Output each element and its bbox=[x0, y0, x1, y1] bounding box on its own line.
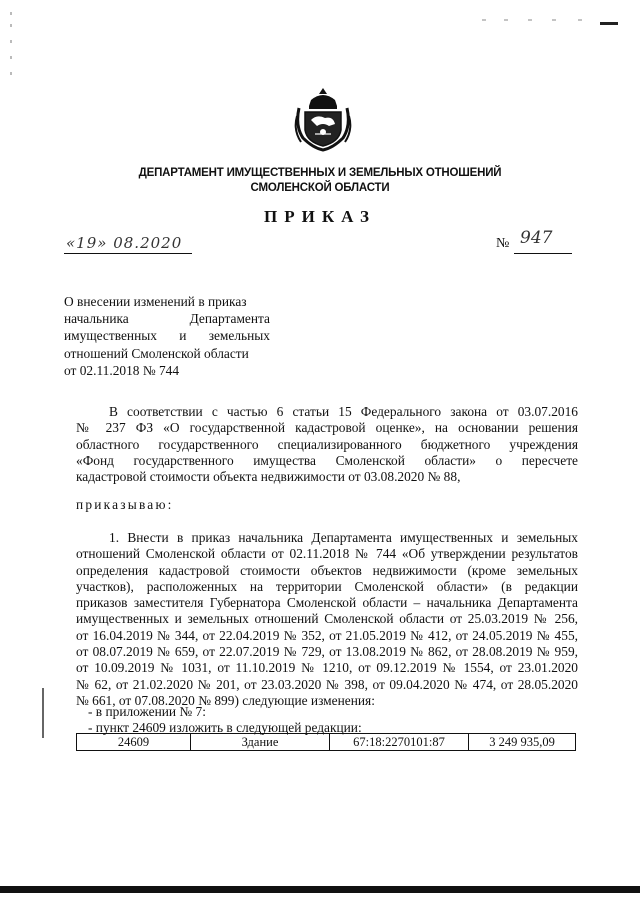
department-name-line1: ДЕПАРТАМЕНТ ИМУЩЕСТВЕННЫХ И ЗЕМЕЛЬНЫХ ОТНОШЕНИЙ bbox=[138, 167, 502, 179]
scan-marks bbox=[482, 14, 622, 28]
preamble-line: кадастровой стоимости объекта недвижимости от 03.08.2020 № 88, bbox=[76, 469, 461, 485]
subject-line: имущественных и земельных bbox=[64, 328, 270, 344]
table-row bbox=[77, 734, 576, 751]
smolensk-coat-of-arms-icon bbox=[293, 86, 353, 152]
table-cell-cadastral-number: 67:18:2270101:87 bbox=[330, 734, 469, 751]
order-subject bbox=[64, 293, 270, 379]
preamble-line: В соответствии с частью 6 статьи 15 Федерального закона от 03.07.2016 bbox=[109, 404, 578, 419]
department-name bbox=[100, 166, 540, 196]
scan-bottom-edge bbox=[0, 886, 640, 893]
item1-line: определения кадастровой стоимости объектов недвижимости (кроме земельных bbox=[76, 562, 578, 578]
cadastral-value-table bbox=[76, 733, 576, 751]
item1-line: от 10.09.2019 № 1031, от 11.10.2019 № 1210, от 09.12.2019 № 1554, от 23.01.2020 bbox=[76, 660, 578, 676]
margin-scan-line bbox=[42, 688, 44, 738]
date-underline bbox=[64, 252, 192, 254]
item1-paragraph bbox=[76, 530, 578, 709]
item1-line: отношений Смоленской области от 02.11.2018 № 744 «Об утверждении результатов bbox=[76, 546, 578, 562]
order-date: «19» 08.2020 bbox=[66, 234, 183, 252]
preamble-line: областного государственного специализированного бюджетного учреждения bbox=[76, 436, 578, 452]
table-cell-cadastral-value: 3 249 935,09 bbox=[469, 734, 576, 751]
number-underline bbox=[514, 252, 572, 254]
subject-line: от 02.11.2018 № 744 bbox=[64, 362, 180, 378]
item1-line: имущественных и земельных отношений Смоленской области от 25.03.2019 № 256, bbox=[76, 611, 578, 627]
subject-line: начальника Департамента bbox=[64, 311, 270, 327]
margin-tick-marks bbox=[8, 12, 14, 82]
preamble-line: № 237 ФЗ «О государственной кадастровой оценке», на основании решения bbox=[76, 420, 578, 436]
item1-bullet-point: - пункт 24609 изложить в следующей редакции: bbox=[88, 720, 362, 735]
table-cell-item-number: 24609 bbox=[77, 734, 191, 751]
item1-line: от 08.07.2019 № 659, от 22.07.2019 № 729, от 13.08.2019 № 862, от 28.08.2019 № 959, bbox=[76, 644, 578, 660]
preamble-line: «Фонд государственного имущества Смоленской области» о пересчете bbox=[76, 452, 578, 468]
order-number: 947 bbox=[520, 228, 553, 248]
document-type-title: ПРИКАЗ bbox=[264, 207, 376, 226]
order-word: приказываю: bbox=[76, 497, 174, 512]
item1-line: от 16.04.2019 № 344, от 22.04.2019 № 352, от 21.05.2019 № 412, от 24.05.2019 № 455, bbox=[76, 627, 578, 643]
item1-bullet-appendix: - в приложении № 7: bbox=[88, 704, 206, 719]
item1-line: № 62, от 21.02.2020 № 201, от 23.03.2020 № 398, от 09.04.2020 № 474, от 28.05.2020 bbox=[76, 676, 578, 692]
item1-line: участков), расположенных на территории Смоленской области» (в редакции bbox=[76, 578, 578, 594]
subject-line: отношений Смоленской области bbox=[64, 345, 249, 361]
department-name-line2: СМОЛЕНСКОЙ ОБЛАСТИ bbox=[250, 182, 390, 194]
item1-line: приказов заместителя Губернатора Смоленской области – начальника Департамента bbox=[76, 595, 578, 611]
item1-line: 1. Внести в приказ начальника Департамента имущественных и земельных bbox=[109, 530, 578, 545]
order-number-label: № bbox=[496, 236, 510, 251]
table-cell-object-type: Здание bbox=[191, 734, 330, 751]
subject-line: О внесении изменений в приказ bbox=[64, 294, 247, 309]
preamble-paragraph bbox=[76, 404, 578, 485]
item1-line: № 661, от 07.08.2020 № 899) следующие изменения: bbox=[76, 692, 375, 708]
